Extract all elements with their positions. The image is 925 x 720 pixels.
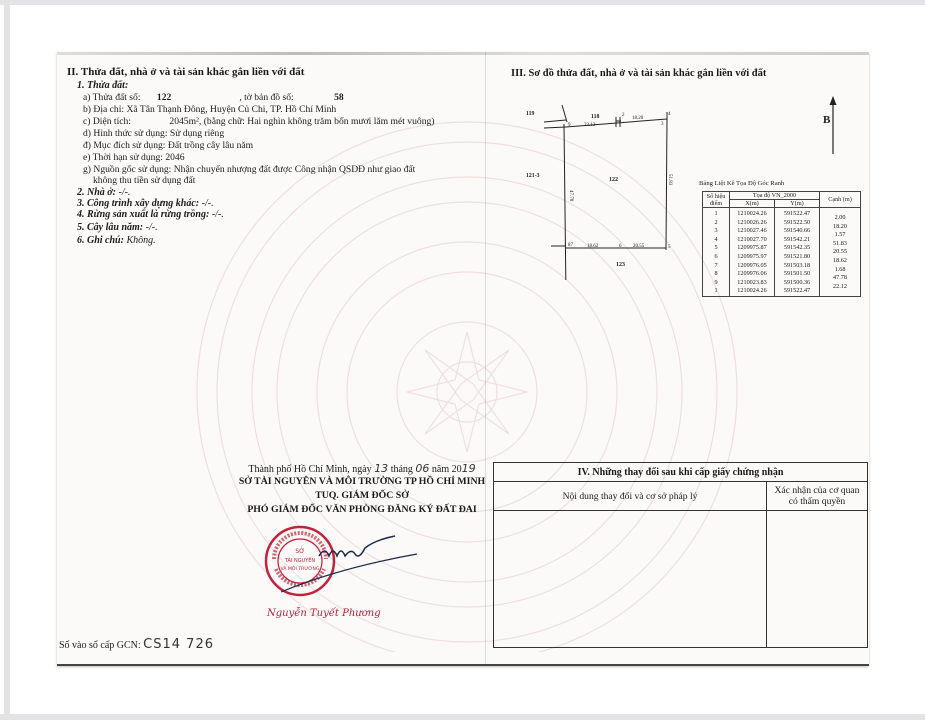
address-row	[83, 104, 336, 115]
address-label: b) Địa chỉ:	[83, 104, 125, 115]
screen-left-border	[4, 0, 10, 720]
svg-text:5: 5	[668, 245, 671, 250]
address-value: Xã Tân Thạnh Đông, Huyện Củ Chi, TP. Hồ Chí Minh	[126, 104, 337, 115]
svg-text:2: 2	[622, 113, 625, 118]
neighbor-119: 119	[526, 111, 535, 117]
section-ii-title: II. Thửa đất, nhà ở và tài sản khác gắn liền với đất	[67, 66, 305, 78]
col-authority-line2: có thẩm quyền	[788, 496, 846, 507]
parcel-heading: 1. Thửa đất:	[77, 80, 129, 91]
area-label: c) Diện tích:	[83, 116, 131, 127]
origin-value-line1: Nhận chuyển nhượng đất được Công nhận QSDĐ như giao đất	[173, 164, 416, 175]
coordinate-table	[702, 191, 861, 297]
parcel-number-row	[83, 92, 344, 103]
authorization-title: TUQ. GIÁM ĐỐC SỞ	[315, 490, 409, 501]
section-iv-title: IV. Những thay đổi sau khi cấp giấy chứng nhận	[494, 463, 868, 482]
gcn-number: CS14 726	[143, 637, 214, 652]
forest-value: -/-.	[211, 209, 224, 220]
date-day: 13	[374, 462, 389, 475]
section-iii-title: III. Sơ đồ thửa đất, nhà ở và tài sản khác gắn liền với đất	[511, 68, 767, 79]
usage-term-row	[83, 152, 185, 163]
change-content-cell	[494, 511, 767, 648]
map-sheet-label: , tờ bản đồ số:	[239, 92, 294, 103]
page-fold-line	[485, 52, 486, 664]
area-row	[83, 116, 435, 127]
usage-purpose-value: Đất trồng cây lâu năm	[167, 140, 254, 151]
svg-text:SỞ: SỞ	[295, 548, 305, 555]
other-construction-row	[77, 198, 214, 209]
north-label: B	[823, 114, 831, 126]
notes-value: Không.	[126, 235, 156, 246]
svg-text:4: 4	[668, 112, 671, 117]
date-year: 19	[461, 462, 476, 475]
other-construction-value: -/-.	[201, 198, 214, 209]
origin-value-line2: không thu tiền sử dụng đất	[93, 175, 196, 186]
usage-form-value: Sử dụng riêng	[169, 128, 225, 139]
edge-values: 2.00 18.20 1.57 51.83 20.55 18.62 1.68 47.78 22.12	[820, 208, 861, 297]
date-month: 06	[415, 462, 430, 475]
neighbor-121-3: 121-3	[526, 173, 540, 179]
col-authority-line1: Xác nhận của cơ quan	[774, 485, 860, 496]
col-authority-confirmation	[767, 482, 868, 511]
gcn-label: Số vào sổ cấp GCN:	[59, 640, 141, 651]
usage-form-label: d) Hình thức sử dụng:	[83, 128, 168, 139]
signer-title: PHÓ GIÁM ĐỐC VĂN PHÒNG ĐĂNG KÝ ĐẤT ĐAI	[247, 504, 477, 515]
area-value: 2045m², (bằng chữ: Hai nghìn không trăm bốn mươi lăm mét vuông)	[169, 116, 435, 127]
usage-term-value: 2046	[165, 152, 185, 163]
svg-text:51.83: 51.83	[667, 174, 672, 186]
col-x: X(m)	[730, 200, 775, 208]
svg-text:VÀ MÔI TRƯỜNG: VÀ MÔI TRƯỜNG	[280, 567, 320, 572]
date-prefix: Thành phố Hồ Chí Minh, ngày	[248, 464, 372, 475]
forest-label: 4. Rừng sản xuất là rừng trồng:	[77, 209, 210, 220]
svg-text:6: 6	[619, 244, 622, 249]
svg-text:22.12: 22.12	[584, 123, 596, 128]
svg-text:20.55: 20.55	[633, 244, 645, 249]
parcel-number: 122	[156, 92, 172, 103]
point-ids: 1 2 3 4 5 6 7 8 9 1	[703, 208, 730, 297]
notes-label: 6. Ghi chú:	[77, 235, 124, 246]
usage-purpose-row	[83, 140, 253, 151]
other-construction-label: 3. Công trình xây dựng khác:	[77, 198, 200, 209]
perennial-row	[77, 222, 158, 233]
col-y: Y(m)	[775, 200, 820, 208]
signature-block	[227, 462, 497, 517]
col-edge: Cạnh (m)	[820, 192, 861, 208]
land-use-certificate-page	[57, 52, 869, 666]
handwritten-signature-icon	[279, 534, 419, 594]
svg-text:47.78: 47.78	[568, 190, 573, 202]
notes-row	[77, 235, 156, 246]
authority-confirmation-cell	[767, 511, 868, 648]
date-month-label: tháng	[390, 464, 413, 475]
svg-text:3: 3	[661, 122, 664, 127]
usage-form-row	[83, 128, 224, 139]
date-year-label: năm 20	[431, 464, 462, 475]
parcel-number-label: a) Thửa đất số:	[83, 92, 141, 103]
perennial-value: -/-.	[145, 222, 158, 233]
map-sheet-number: 58	[334, 92, 344, 103]
y-values: 591522.47 591522.50 591540.66 591542.21 591542.35 591521.80 591503.18 591501.50 591500.36 591522.47	[775, 208, 820, 297]
screen-top-border	[0, 0, 925, 5]
svg-text:TÀI NGUYÊN: TÀI NGUYÊN	[284, 558, 316, 564]
coord-table-title: Bảng Liệt Kê Tọa Độ Góc Ranh	[699, 180, 785, 187]
north-arrow-icon	[826, 96, 840, 156]
house-value: -/-.	[118, 187, 131, 198]
parcel-plot-diagram	[524, 100, 704, 280]
neighbor-118: 118	[591, 114, 600, 120]
origin-label: g) Nguồn gốc sử dụng:	[83, 164, 172, 175]
origin-row	[83, 164, 415, 175]
forest-row	[77, 209, 224, 220]
signer-name: Nguyễn Tuyết Phương	[267, 608, 381, 619]
svg-text:18.62: 18.62	[587, 244, 599, 249]
col-point: Số hiệu điểm	[703, 192, 730, 208]
issuing-department: SỞ TÀI NGUYÊN VÀ MÔI TRƯỜNG TP HỒ CHÍ MINH	[238, 476, 486, 487]
col-change-content: Nội dung thay đổi và cơ sở pháp lý	[494, 482, 767, 511]
screen-bottom-border	[0, 714, 925, 720]
changes-table	[493, 462, 868, 648]
usage-purpose-label: đ) Mục đích sử dụng:	[83, 140, 166, 151]
house-row	[77, 187, 130, 198]
svg-text:18.20: 18.20	[632, 116, 644, 121]
col-coords: Tọa độ VN_2000	[730, 192, 820, 200]
neighbor-123: 123	[616, 262, 625, 268]
house-label: 2. Nhà ở:	[77, 187, 116, 198]
issue-date	[227, 462, 497, 475]
svg-text:9: 9	[568, 123, 571, 128]
x-values: 1210024.26 1210026.26 1210027.46 1210027.70 1209975.87 1209975.97 1209976.05 1209976.06 1210023.83 1210024.26	[730, 208, 775, 297]
perennial-label: 5. Cây lâu năm:	[77, 222, 144, 233]
gcn-record-row	[59, 637, 214, 652]
svg-text:87: 87	[568, 243, 573, 248]
parcel-122: 122	[609, 177, 618, 183]
usage-term-label: e) Thời hạn sử dụng:	[83, 152, 163, 163]
